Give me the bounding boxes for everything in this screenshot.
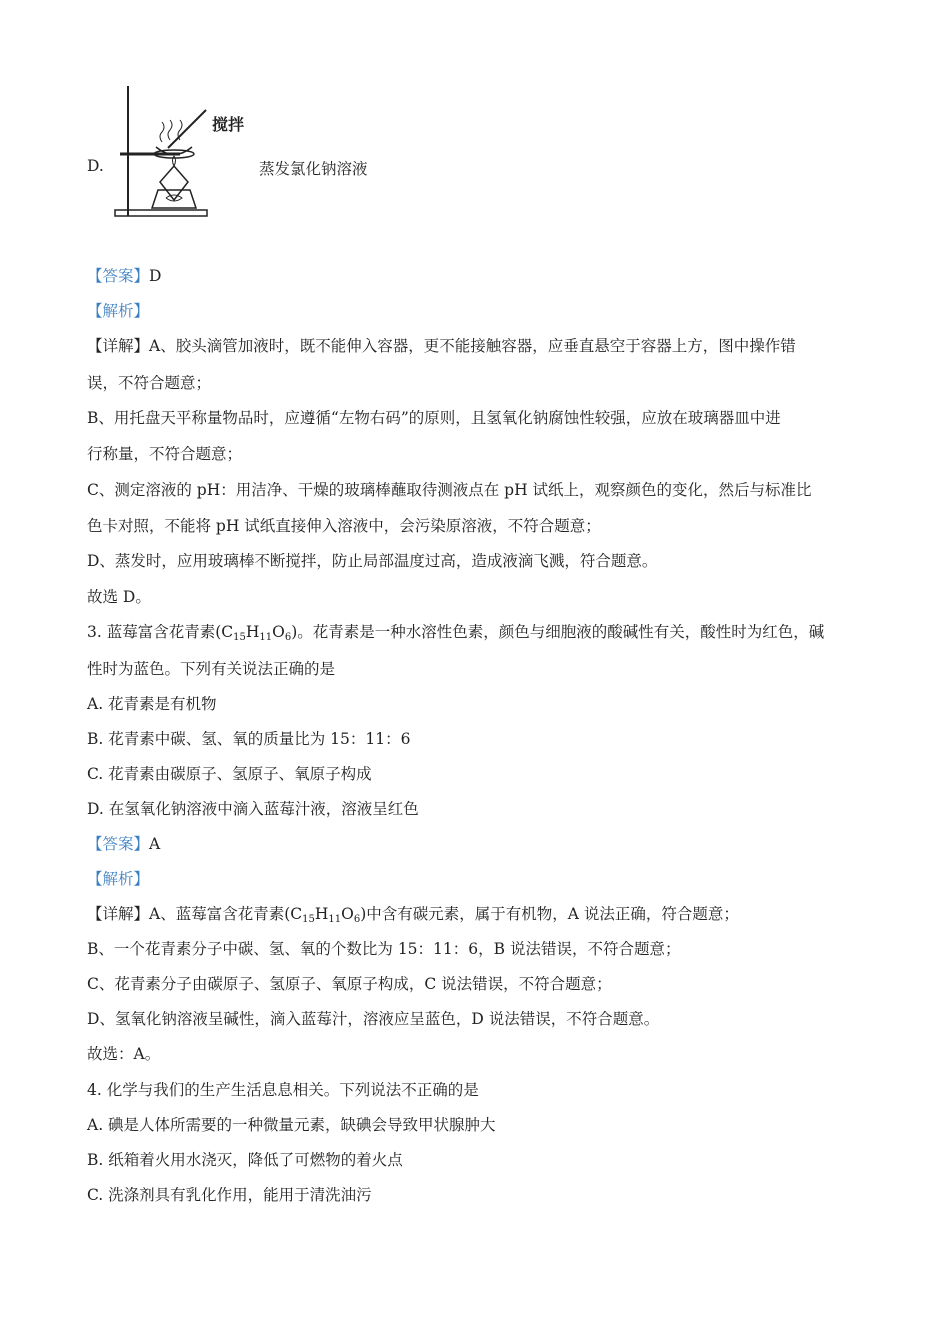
q2-analysis-label: 【解析】 <box>87 302 150 320</box>
q2-detail-text-0: A、胶头滴管加液时，既不能伸入容器，更不能接触容器，应垂直悬空于容器上方，图中操作错 <box>149 337 796 355</box>
formula-sub-h: 11 <box>328 914 342 925</box>
formula-o: O <box>341 905 354 923</box>
q3-analysis-label: 【解析】 <box>87 870 150 888</box>
q3-detail-pre: A、蓝莓富含花青素(C <box>149 905 303 923</box>
q2-conclusion: 故选 D。 <box>87 588 151 606</box>
q4-option-c: C. 洗涤剂具有乳化作用，能用于清洗油污 <box>87 1186 372 1204</box>
answer-label: 【答案】 <box>87 267 150 285</box>
formula-h: H <box>245 623 260 641</box>
figure-label-stir: 搅拌 <box>212 115 245 134</box>
detail-label: 【详解】 <box>87 905 150 923</box>
detail-label: 【详解】 <box>87 337 150 355</box>
q2-detail-line-0 <box>87 336 796 356</box>
q3-detail-post: )中含有碳元素，属于有机物，A 说法正确，符合题意； <box>360 905 739 923</box>
option-d-letter: D. <box>87 157 104 175</box>
q2-detail-line-3: 行称量，不符合题意； <box>87 445 243 463</box>
q4-option-b: B. 纸箱着火用水浇灭，降低了可燃物的着火点 <box>87 1151 403 1169</box>
q2-detail-line-5: 色卡对照，不能将 pH 试纸直接伸入溶液中，会污染原溶液，不符合题意； <box>87 517 601 535</box>
formula-sub-c: 15 <box>302 914 315 925</box>
q4-option-a: A. 碘是人体所需要的一种微量元素，缺碘会导致甲状腺肿大 <box>87 1116 496 1134</box>
formula-o: O <box>272 623 285 641</box>
q3-detail-line-3: D、氢氧化钠溶液呈碱性，滴入蓝莓汁，溶液应呈蓝色，D 说法错误，不符合题意。 <box>87 1010 660 1028</box>
q3-option-d: D. 在氢氧化钠溶液中滴入蓝莓汁液，溶液呈红色 <box>87 800 419 818</box>
answer-value: D <box>149 267 162 285</box>
formula-sub-o: 6 <box>353 914 361 925</box>
q3-conclusion: 故选：A。 <box>87 1045 161 1063</box>
answer-label: 【答案】 <box>87 835 150 853</box>
q3-answer <box>87 834 160 854</box>
q3-stem-line-1 <box>87 622 824 648</box>
q3-detail-line-2: C、花青素分子由碳原子、氢原子、氧原子构成，C 说法错误，不符合题意； <box>87 975 612 993</box>
q4-stem: 4. 化学与我们的生产生活息息相关。下列说法不正确的是 <box>87 1081 479 1099</box>
q2-answer <box>87 266 161 286</box>
q3-option-a: A. 花青素是有机物 <box>87 695 217 713</box>
formula-sub-o: 6 <box>284 632 292 643</box>
q2-detail-line-1: 误，不符合题意； <box>87 374 212 392</box>
q3-stem-pre: 3. 蓝莓富含花青素(C <box>87 623 234 641</box>
q2-detail-line-6: D、蒸发时，应用玻璃棒不断搅拌，防止局部温度过高，造成液滴飞溅，符合题意。 <box>87 552 658 570</box>
evaporation-apparatus-figure <box>110 82 250 222</box>
formula-h: H <box>314 905 329 923</box>
option-d-caption: 蒸发氯化钠溶液 <box>259 160 368 178</box>
q2-detail-line-2: B、用托盘天平称量物品时，应遵循“左物右码”的原则，且氢氧化钠腐蚀性较强，应放在玻璃器皿中进 <box>87 409 781 427</box>
formula-sub-c: 15 <box>233 632 246 643</box>
q3-option-c: C. 花青素由碳原子、氢原子、氧原子构成 <box>87 765 372 783</box>
q2-detail-line-4: C、测定溶液的 pH：用洁净、干燥的玻璃棒蘸取待测液点在 pH 试纸上，观察颜色的变化，然后与标准比 <box>87 481 812 499</box>
q3-detail-line-1: B、一个花青素分子中碳、氢、氧的个数比为 15：11：6，B 说法错误，不符合题意； <box>87 940 681 958</box>
answer-value: A <box>149 835 161 853</box>
formula-sub-h: 11 <box>259 632 273 643</box>
q3-stem-line-2: 性时为蓝色。下列有关说法正确的是 <box>87 660 336 678</box>
q3-detail-line-0 <box>87 904 739 930</box>
q3-option-b: B. 花青素中碳、氢、氧的质量比为 15：11：6 <box>87 730 411 748</box>
q3-stem-post: )。花青素是一种水溶性色素，颜色与细胞液的酸碱性有关，酸性时为红色，碱 <box>291 623 825 641</box>
